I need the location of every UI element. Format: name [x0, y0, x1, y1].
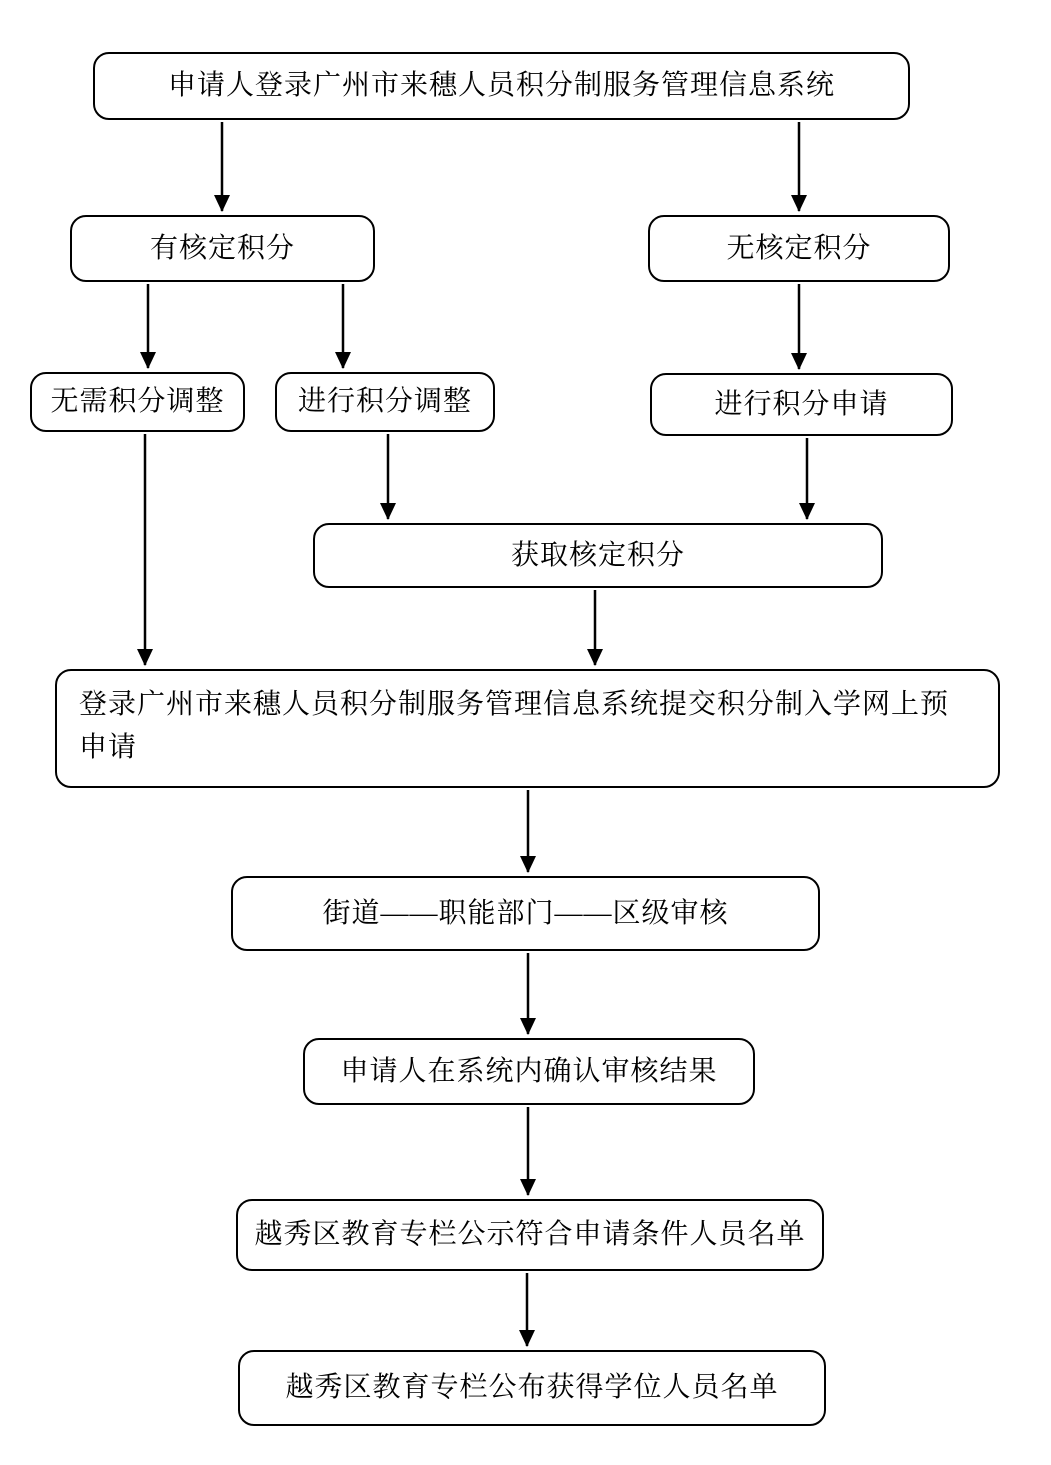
node-apply-for-points	[650, 373, 953, 436]
node-publish-admitted-list-label: 越秀区教育专栏公布获得学位人员名单	[285, 1372, 779, 1404]
node-has-verified-points	[70, 215, 375, 282]
node-has-verified-points-label: 有核定积分	[149, 232, 295, 264]
node-login-system-label: 申请人登录广州市来穗人员积分制服务管理信息系统	[167, 70, 835, 102]
node-publicize-qualified-list	[236, 1199, 824, 1271]
node-apply-for-points-label: 进行积分申请	[714, 388, 889, 420]
node-street-department-district-review	[231, 876, 820, 951]
node-confirm-review-result-label: 申请人在系统内确认审核结果	[340, 1055, 718, 1087]
node-confirm-review-result	[303, 1038, 755, 1105]
node-publicize-qualified-list-label: 越秀区教育专栏公示符合申请条件人员名单	[254, 1219, 806, 1251]
node-submit-online-preapplication-label: 登录广州市来穗人员积分制服务管理信息系统提交积分制入学网上预申请	[79, 689, 950, 764]
node-submit-online-preapplication	[55, 669, 1000, 788]
node-no-verified-points	[648, 215, 950, 282]
node-obtain-verified-points	[313, 523, 883, 588]
node-no-verified-points-label: 无核定积分	[726, 232, 872, 264]
node-do-points-adjustment-label: 进行积分调整	[297, 386, 472, 418]
node-login-system	[93, 52, 910, 120]
node-no-adjustment-needed-label: 无需积分调整	[50, 386, 225, 418]
node-publish-admitted-list	[238, 1350, 826, 1426]
node-obtain-verified-points-label: 获取核定积分	[510, 539, 685, 571]
node-street-department-district-review-label: 街道——职能部门——区级审核	[322, 897, 729, 929]
node-no-adjustment-needed	[30, 372, 245, 432]
node-do-points-adjustment	[275, 372, 495, 432]
